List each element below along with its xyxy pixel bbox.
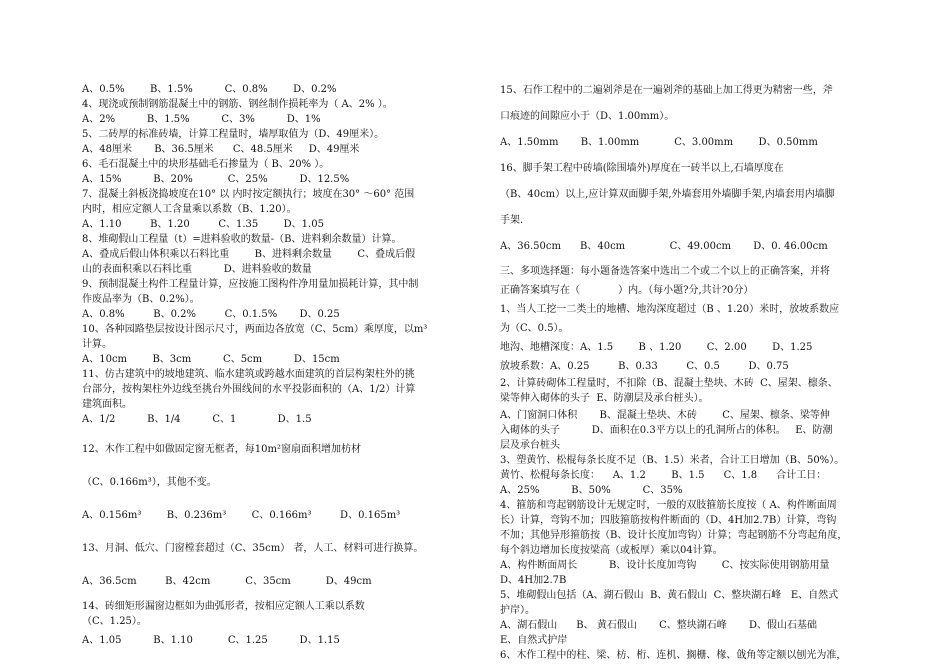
text-line: 手架. (500, 215, 524, 226)
text-line: 护岸）。 (500, 605, 535, 616)
text-line: 6、毛石混凝土中的块形基础毛石掺量为（ B、20% ）。 (82, 159, 330, 170)
text-line: 6、木作工程中的柱、梁、枋、桁、连机、搁栅、椽、戗角等定额以刨光为准， (500, 650, 847, 661)
text-line: 作废品率为（B、0.2%）。 (82, 294, 200, 305)
text-line: 口痕迹的间隙应小于（D、1.00mm）。 (500, 111, 675, 122)
text-line: 建筑面积。 (82, 399, 132, 410)
text-line: 12、木作工程中如做固定窗无框者，每10m²窗扇面积增加枋材 (82, 444, 361, 455)
text-line: 8、堆砌假山工程量（t）=进料验收的数量-（B、进料剩余数量）计算。 (82, 234, 402, 245)
text-line: E、自然式护岸 (500, 635, 568, 646)
text-line: （B、40cm）以上,应计算双面脚手架,外墙套用外墙脚手架,内墙套用内墙脚 (500, 189, 835, 200)
text-line: 台部分，按构架柱外边线至挑台外围线间的水平投影面积的（A、1/2）计算 (82, 384, 416, 395)
text-line: A、1/2 B、1/4 C、1 D、1.5 (82, 414, 312, 425)
text-line: 不加；其他异形箍筋按（B、设计长度加弯钩）计算；弯起钢筋不分弯起角度， (500, 530, 848, 541)
text-line: 10、各种园路垫层按设计图示尺寸，两面边各放宽（C、5cm）乘厚度，以m³ (82, 324, 428, 335)
text-line: A、0.8% B、0.2% C、0.1.5% D、0.25 (82, 309, 340, 320)
left-column (82, 70, 472, 648)
text-line: 1、当人工挖一二类土的地槽、地沟深度超过（B 、1.20）米时，放坡系数应 (500, 304, 840, 315)
text-line: 4、箍筋和弯起钢筋设计无规定时，一般的双肢箍筋长度按（ A、构件断面周 (500, 500, 837, 511)
text-line: 15、石作工程中的二遍剁斧是在一遍剁斧的基础上加工得更为精密一些，斧 (500, 85, 833, 96)
text-line: 13、月洞、低穴、门窗樘套超过（C、35cm） 者，人工、材料可进行换算。 (82, 543, 424, 554)
text-line: 11、仿古建筑中的坡地建筑、临水建筑或跨越水面建筑的首层构架柱外的挑 (82, 369, 415, 380)
right-column (500, 70, 890, 663)
text-line: A、构件断面周长 B、设计长度加弯钩 C、按实际使用钢筋用量 (500, 560, 830, 571)
text-line: A、2% B、1.5% C、3% D、1% (82, 114, 321, 125)
text-line: 计算。 (82, 339, 112, 350)
text-line: 内时，相应定额人工含量乘以系数（B、1.20）。 (82, 204, 297, 215)
text-line: 16、脚手架工程中砖墙(除围墙外)厚度在一砖半以上,石墙厚度在 (500, 163, 784, 174)
text-line: 三、多项选择题：每小题备选答案中选出二个或二个以上的正确答案，并将 (500, 266, 830, 277)
text-line: 3、塑黄竹、松棍每条长度不足（B、1.5）米者，合计工日增加（B、50%）。 (500, 455, 845, 466)
text-line: A、湖石假山 B、 黄石假山 C、整块湖石峰 D、假山石基础 (500, 620, 817, 631)
text-line: （C、1.25）。 (82, 616, 147, 627)
text-line: 层及承台桩头 (500, 440, 560, 451)
text-line: A、门窗洞口体积 B、混凝土垫块、木砖 C、屋架、檩条、梁等伸 (500, 410, 830, 421)
text-line: A、15% B、20% C、25% D、12.5% (82, 174, 350, 185)
text-line: A、1.05 B、1.10 C、1.25 D、1.15 (82, 635, 340, 646)
text-line: 入砌体的头子 D、面积在0.3平方以上的孔洞所占的体积。 E、防潮 (500, 425, 833, 436)
text-line: 山的表面积乘以石料比重 D、进料验收的数量 (82, 264, 312, 275)
text-line: A、48厘米 B、36.5厘米 C、48.5厘米 D、49厘米 (82, 144, 360, 155)
text-line: 为（C、0.5）。 (500, 323, 569, 334)
text-line: 5、堆砌假山包括（A、湖石假山 B、黄石假山 C、整块湖石峰 E、自然式 (500, 590, 839, 601)
text-line: 14、砖细矩形漏窗边框如为曲弧形者，按相应定额人工乘以系数 (82, 601, 365, 612)
text-line: 地沟、地槽深度：A、1.5 B 、1.20 C、2.00 D、1.25 (500, 342, 813, 353)
text-line: A、1.10 B、1.20 C、1.35 D、1.05 (82, 219, 324, 230)
text-line: A、25% B、50% C、35% (500, 485, 683, 496)
text-line: 梁等伸入砌体的头子 E、防潮层及承台桩头）。 (500, 393, 709, 404)
text-line: 2、计算砖砌体工程量时，不扣除（B、混凝土垫块、木砖 C、屋架、檩条、 (500, 378, 838, 389)
text-line: D、4H加2.7B (500, 575, 567, 586)
text-line: （C、0.166m³），其他不变。 (82, 477, 217, 488)
text-line: A、1.50mm B、1.00mm C、3.00mm D、0.50mm (500, 137, 818, 148)
text-line: 5、二砖厚的标准砖墙，计算工程量时，墙厚取值为（D、49厘米）。 (82, 129, 385, 140)
text-line: 黄竹、松棍每条长度： A、1.2 B、1.5 C、1.8 合计工日： (500, 470, 827, 481)
text-line: A、0.156m³ B、0.236m³ C、0.166m³ D、0.165m³ (82, 510, 401, 521)
text-line: 放坡系数：A、0.25 B、0.33 C、0.5 D、0.75 (500, 361, 789, 372)
text-line: 正确答案填写在（ ）内。（每小题?分,共计?0分） (500, 285, 754, 296)
text-line: 7、混凝土斜板浇捣坡度在10° 以 内时按定额执行；坡度在30° ～60° 范围 (82, 189, 415, 200)
text-line: A、10cm B、3cm C、5cm D、15cm (82, 354, 340, 365)
text-line: A、36.50cm B、40cm C、49.00cm D、0. 46.00cm (500, 241, 828, 252)
text-line: 每个斜边增加长度按梁高（或板厚）乘以04计算。 (500, 545, 723, 556)
text-line: A、36.5cm B、42cm C、35cm D、49cm (82, 576, 372, 587)
text-line: 4、现浇或预制钢筋混凝土中的钢筋、钢丝制作损耗率为（ A、2% ）。 (82, 99, 393, 110)
text-line: A、0.5% B、1.5% C、0.8% D、0.2% (82, 84, 337, 95)
text-line: 9、预制混凝土构件工程量计算，应按施工图构件净用量加损耗计算，其中制 (82, 279, 419, 290)
text-line: 长）计算，弯钩不加；四肢箍筋按构件断面的（D、4H加2.7B）计算，弯钩 (500, 515, 837, 526)
text-line: A、叠成后假山体积乘以石料比重 B、进料剩余数量 C、叠成后假 (82, 249, 416, 260)
